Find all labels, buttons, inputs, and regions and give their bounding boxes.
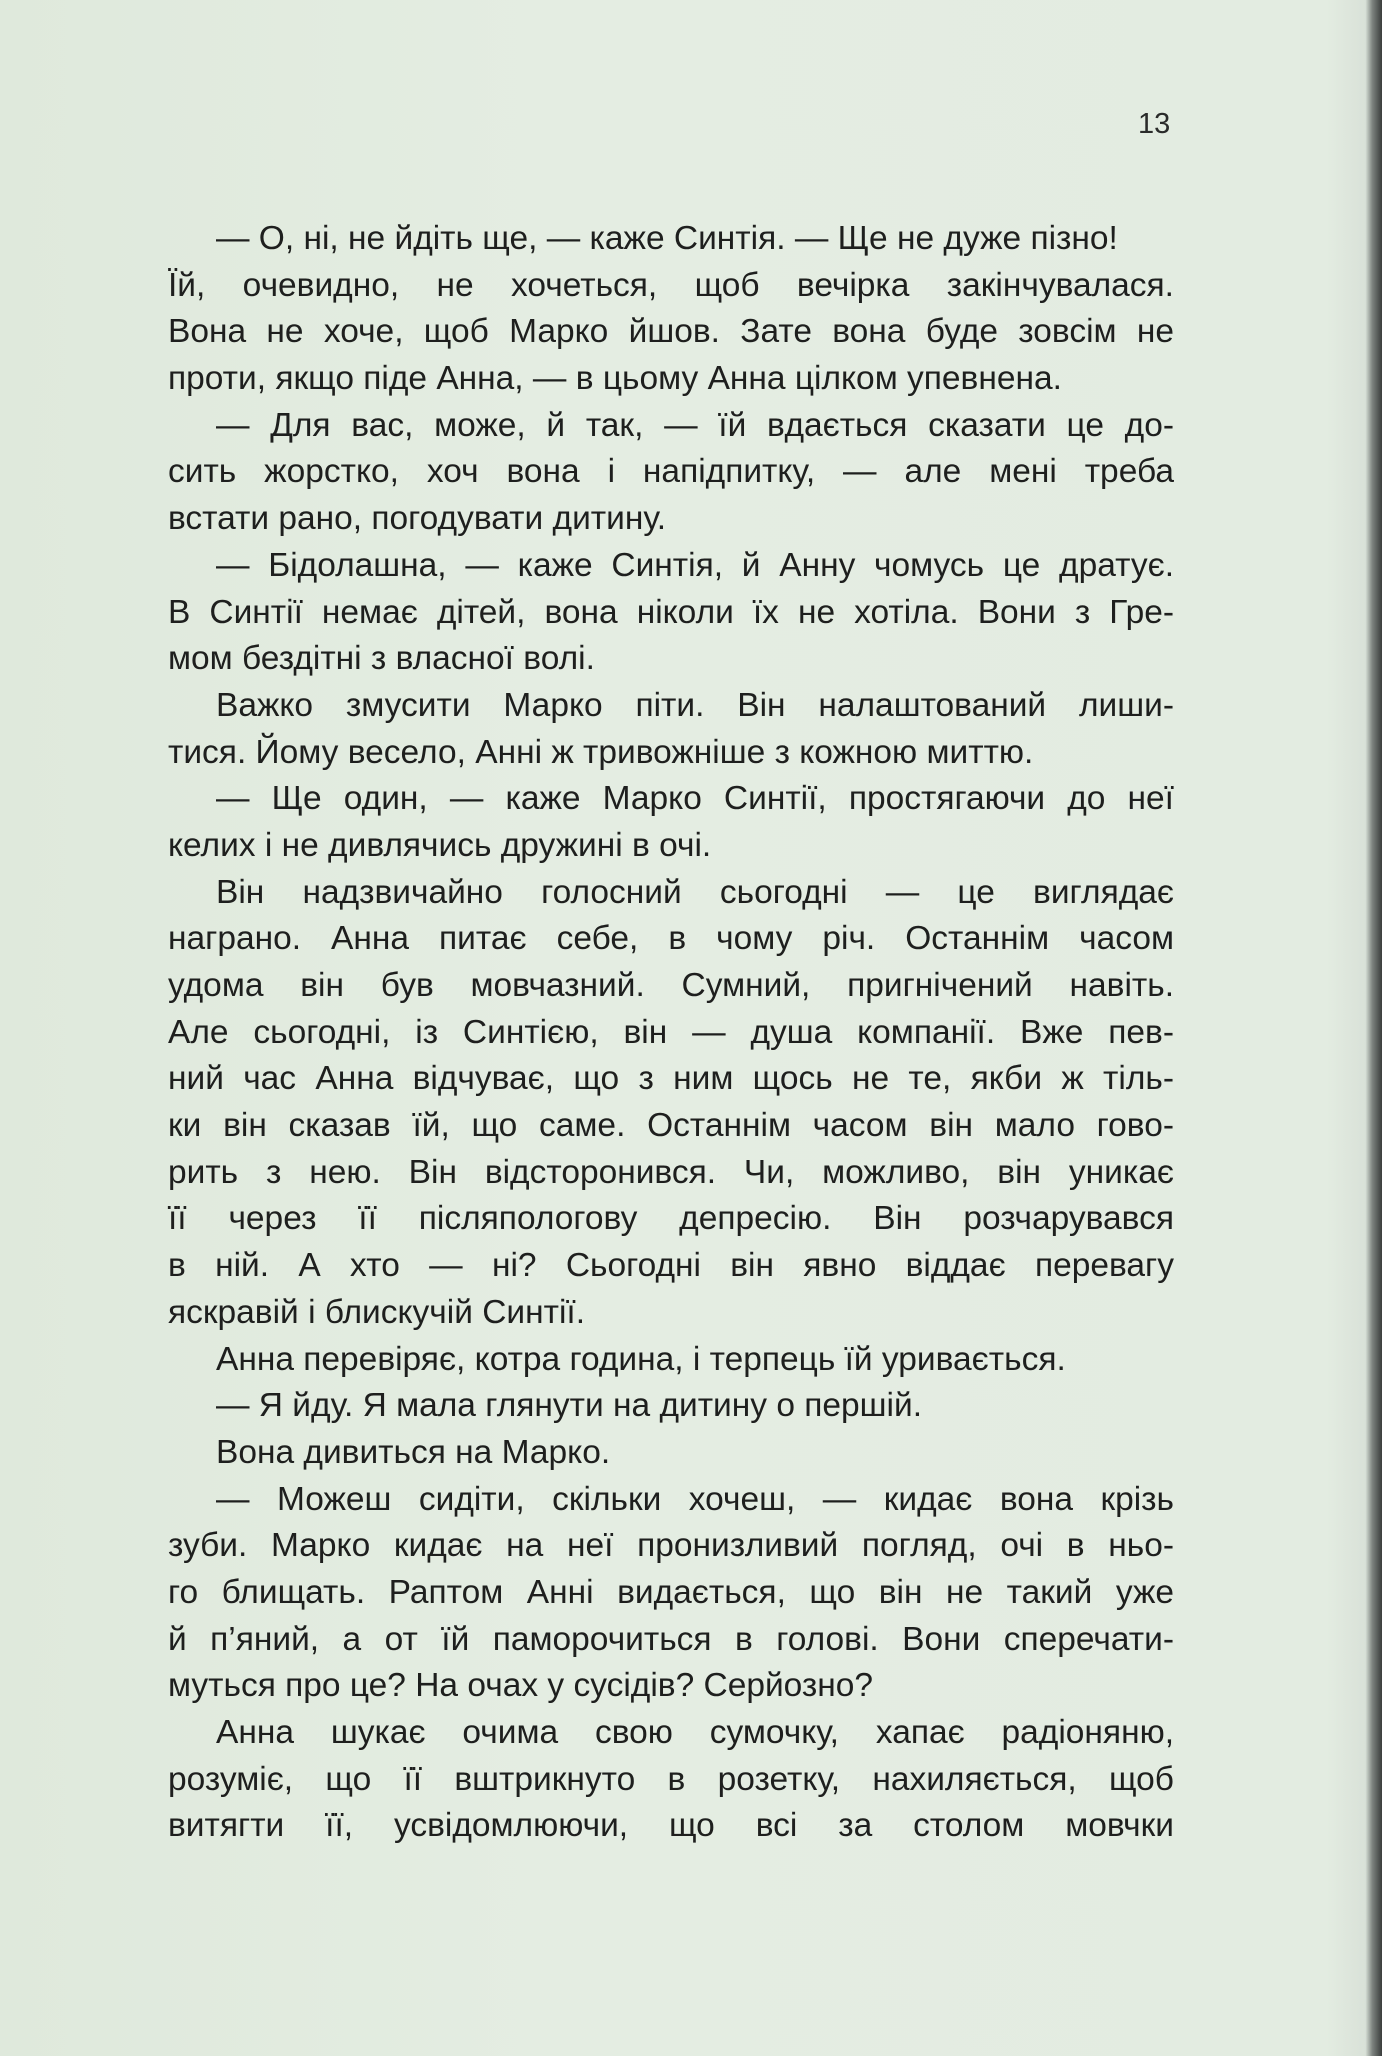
text-line: муться про це? На очах у сусідів? Серйозно? — [168, 1667, 874, 1705]
page-number: 13 — [1138, 108, 1171, 140]
text-line: Анна перевіряє, котра година, і терпець їй уривається. — [216, 1340, 1066, 1378]
text-line: Але сьогодні, із Синтією, він — душа компанії. Вже пев- — [168, 1013, 1174, 1051]
text-line: ний час Анна відчуває, що з ним щось не те, якби ж тіль- — [168, 1060, 1174, 1098]
text-line: витягти її, усвідомлюючи, що всі за столом мовчки — [168, 1807, 1174, 1845]
text-line: її через її післяпологову депресію. Він розчарувався — [168, 1200, 1174, 1238]
text-line: Вона не хоче, щоб Марко йшов. Зате вона буде зовсім не — [168, 313, 1174, 351]
text-line: сить жорстко, хоч вона і напідпитку, — але мені треба — [168, 453, 1174, 491]
text-line: зуби. Марко кидає на неї пронизливий погляд, очі в ньо- — [168, 1527, 1174, 1565]
text-line: В Синтії немає дітей, вона ніколи їх не хотіла. Вони з Гре- — [168, 593, 1174, 631]
text-line: — О, ні, не йдіть ще, — каже Синтія. — Ще не дуже пізно! — [216, 220, 1118, 257]
text-line: в ній. А хто — ні? Сьогодні він явно віддає перевагу — [168, 1247, 1174, 1285]
text-line: й п’яний, а от їй паморочиться в голові. Вони сперечати- — [168, 1620, 1174, 1658]
text-line: тися. Йому весело, Анні ж тривожніше з кожною миттю. — [168, 733, 1034, 771]
text-line: — Ще один, — каже Марко Синтії, простягаючи до неї — [216, 780, 1174, 818]
text-line: удома він був мовчазний. Сумний, пригнічений навіть. — [168, 967, 1174, 1004]
text-line: яскравій і блискучій Синтії. — [168, 1293, 586, 1331]
text-line: келих і не дивлячись дружині в очі. — [168, 826, 712, 864]
text-line: Він надзвичайно голосний сьогодні — це виглядає — [216, 873, 1174, 911]
text-line: рить з нею. Він відсторонився. Чи, можливо, він уникає — [168, 1153, 1174, 1191]
text-line: Їй, очевидно, не хочеться, щоб вечірка закінчувалася. — [168, 266, 1174, 304]
text-line: — Бідолашна, — каже Синтія, й Анну чомусь це дратує. — [216, 546, 1174, 584]
text-line: — Можеш сидіти, скільки хочеш, — кидає вона крізь — [216, 1480, 1174, 1518]
text-line: награно. Анна питає себе, в чому річ. Останнім часом — [168, 920, 1174, 958]
text-line: Анна шукає очима свою сумочку, хапає радіоняню, — [216, 1714, 1174, 1751]
text-line: — Для вас, може, й так, — їй вдається сказати це до- — [216, 406, 1174, 444]
text-line: го блищать. Раптом Анні видається, що він не такий уже — [168, 1573, 1174, 1611]
text-line: мом бездітні з власної волі. — [168, 640, 595, 678]
text-line: — Я йду. Я мала глянути на дитину о першій. — [216, 1387, 923, 1425]
text-line: розуміє, що її вштрикнуто в розетку, нахиляється, щоб — [168, 1760, 1174, 1798]
text-line: ки він сказав їй, що саме. Останнім часом він мало гово- — [168, 1107, 1174, 1145]
text-line: Важко змусити Марко піти. Він налаштований лиши- — [216, 686, 1174, 724]
text-line: Вона дивиться на Марко. — [216, 1433, 611, 1471]
text-line: встати рано, погодувати дитину. — [168, 500, 667, 538]
body-text — [168, 216, 1174, 1850]
text-line: проти, якщо піде Анна, — в цьому Анна цілком упевнена. — [168, 360, 1062, 398]
